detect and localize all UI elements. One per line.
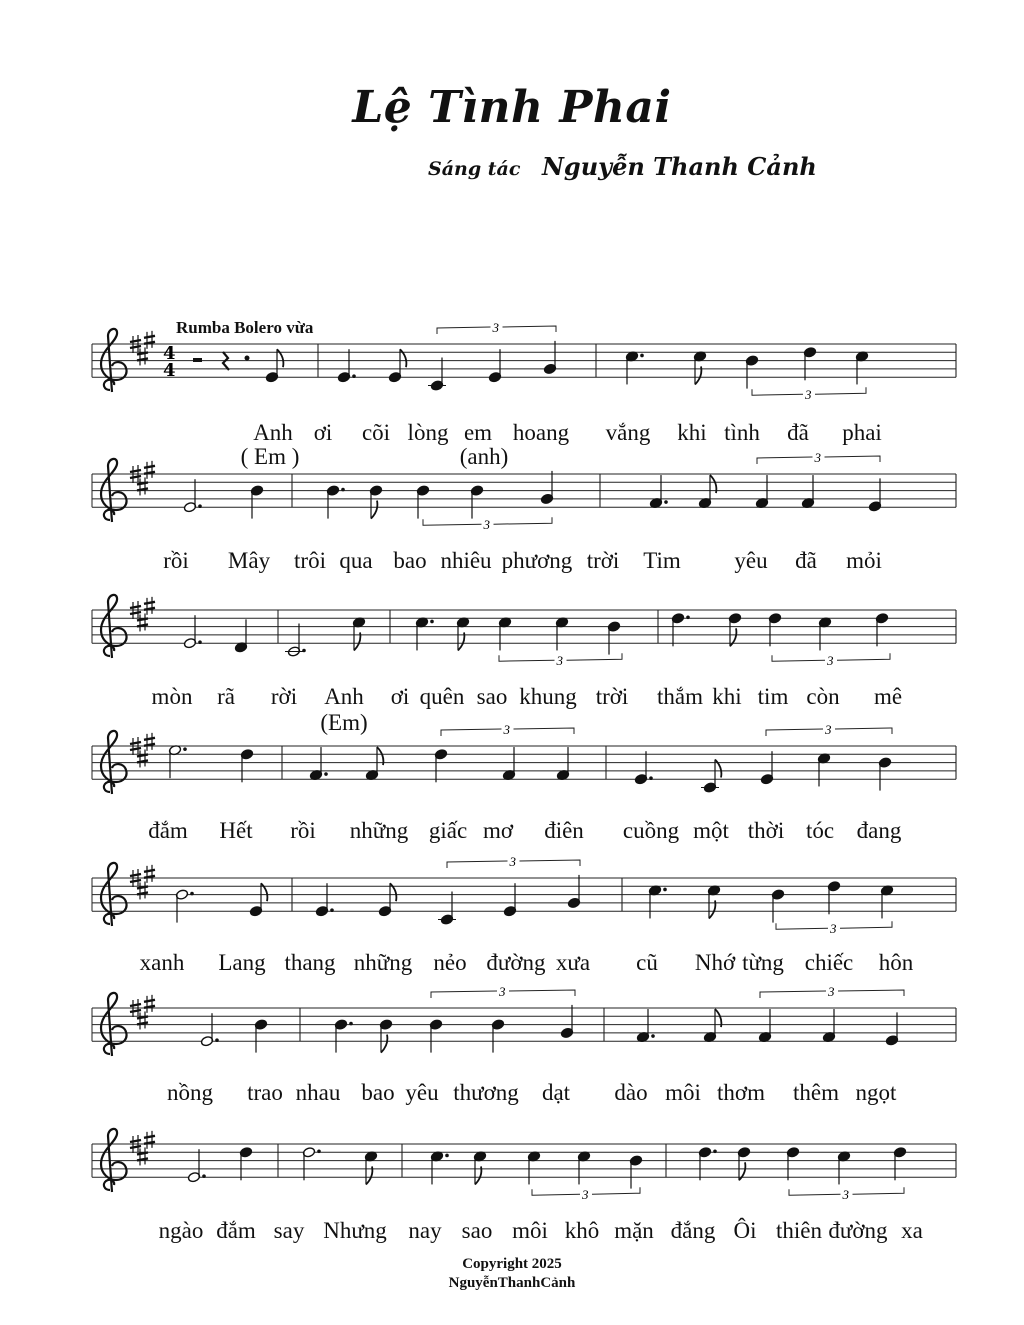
sharp-stroke (144, 1000, 155, 1002)
tuplet-number: 3 (503, 722, 510, 737)
copyright-author: NguyễnThanhCảnh (448, 1275, 576, 1291)
note (577, 1151, 590, 1185)
lyric-syllable: chiếc (804, 950, 854, 975)
note (556, 747, 569, 781)
dot (445, 1154, 449, 1158)
eighth-rest-icon (245, 356, 250, 361)
lyric-syllable: cũ (636, 950, 658, 975)
copyright-line: Copyright 2025 (462, 1256, 562, 1272)
note (707, 885, 720, 919)
note (560, 1005, 573, 1039)
tempo-marking: Rumba Bolero vừa (176, 318, 314, 337)
sharp-stroke (144, 738, 155, 740)
note (868, 478, 881, 512)
note (855, 351, 868, 385)
lyric-syllable: nhiêu (440, 548, 492, 573)
note (880, 885, 893, 919)
lyric-syllable: ngào (158, 1218, 204, 1243)
note (693, 351, 706, 385)
lyric-syllable: Hết (219, 818, 253, 843)
lyric-syllable: đường (828, 1218, 888, 1243)
lyric-syllable: đắm (148, 818, 188, 843)
lyric-syllable: phương (501, 548, 573, 573)
note (698, 1147, 716, 1181)
lyric-syllable: nay (408, 1218, 442, 1243)
tuplet-bracket (437, 320, 556, 335)
sharp-stroke (130, 1004, 141, 1006)
sharp-stroke (130, 748, 141, 750)
sharp-stroke (130, 476, 141, 478)
lyric-syllable: rã (217, 684, 235, 709)
note (265, 349, 283, 383)
sharp-icon (137, 477, 148, 495)
note (285, 624, 306, 658)
lyric-syllable: mơ (482, 818, 514, 843)
sharp-stroke (130, 1010, 141, 1012)
lyric-syllable: điên (544, 818, 584, 843)
dot (713, 1150, 717, 1154)
lyric-syllable: thang (284, 950, 336, 975)
dot (330, 908, 334, 912)
note (803, 347, 816, 381)
dot (198, 640, 202, 644)
sharp-stroke (130, 880, 141, 882)
note (801, 475, 814, 509)
note (337, 349, 355, 383)
note (625, 351, 643, 385)
note (416, 485, 429, 519)
note (634, 751, 652, 785)
note (503, 883, 516, 917)
copyright-block (0, 1255, 1024, 1293)
dot (349, 1022, 353, 1026)
tuplet-number: 3 (492, 320, 499, 335)
tuplet-number: 3 (556, 653, 563, 669)
note (498, 617, 511, 651)
note (456, 617, 469, 651)
chord-symbol: (anh) (459, 444, 509, 469)
note (378, 883, 396, 917)
note (701, 760, 721, 794)
dot (302, 649, 306, 653)
lyric-syllable: tóc (805, 818, 835, 843)
staff-system (92, 1129, 956, 1192)
lyric-syllable: mỏi (846, 548, 882, 573)
note (885, 1012, 898, 1046)
note (200, 1013, 218, 1047)
note (893, 1147, 906, 1181)
note (728, 613, 741, 647)
staff-system (92, 459, 956, 522)
lyric-syllable: quên (419, 684, 465, 709)
note (786, 1147, 799, 1181)
note (760, 751, 773, 785)
lyric-syllable: xanh (139, 950, 185, 975)
note (491, 1019, 504, 1053)
note (555, 617, 568, 651)
note (703, 1009, 721, 1043)
sharp-stroke (130, 874, 141, 876)
lyric-syllable: qua (339, 548, 373, 573)
lyric-syllable: khô (564, 1218, 600, 1243)
tuplet-bracket (752, 387, 866, 402)
lyric-syllable: Lang (218, 950, 266, 975)
lyric-syllable: tim (757, 684, 789, 709)
note (745, 355, 758, 389)
lyric-syllable: lòng (407, 420, 449, 445)
tuplet-number: 3 (825, 722, 832, 737)
note (429, 1019, 442, 1053)
note (352, 617, 365, 651)
lyric-syllable: thắm (657, 684, 703, 709)
note (249, 883, 267, 917)
note (415, 617, 433, 651)
note (817, 753, 830, 787)
lyric-syllable: đắng (670, 1218, 716, 1243)
note (379, 1019, 392, 1053)
lyric-syllable: những (353, 950, 413, 975)
lyric-syllable: cuồng (622, 818, 680, 843)
note (428, 358, 446, 392)
tuplet-bracket (499, 653, 622, 668)
chord-symbol: (Em) (320, 710, 368, 735)
note (254, 1019, 267, 1053)
composer-name: Nguyễn Thanh Cảnh (541, 152, 817, 181)
sharp-stroke (130, 606, 141, 608)
sharp-icon (144, 865, 155, 883)
time-signature-bottom: 4 (163, 360, 176, 381)
lyric-syllable: dạt (541, 1080, 571, 1105)
note (755, 475, 768, 509)
note (239, 1147, 252, 1181)
note (388, 349, 406, 383)
note (607, 621, 620, 655)
lyric-syllable: thêm (793, 1080, 839, 1105)
lyric-syllable: sao (476, 684, 508, 709)
dot (649, 776, 653, 780)
lyric-syllable: đã (795, 548, 817, 573)
note (878, 757, 891, 791)
lyric-syllable: rời (270, 684, 298, 709)
tuplet-bracket (776, 921, 892, 936)
lyric-syllable: giấc (428, 818, 468, 843)
note (470, 485, 483, 519)
note (240, 749, 253, 783)
note (771, 889, 784, 923)
lyric-syllable: mòn (151, 684, 193, 709)
lyric-syllable: thương (453, 1080, 519, 1105)
dot (651, 1034, 655, 1038)
note (649, 475, 667, 509)
lyric-syllable: rồi (163, 548, 189, 573)
lyric-syllable: khi (712, 684, 742, 709)
lyric-syllable: trời (586, 548, 620, 573)
lyric-syllable: yêu (405, 1080, 439, 1105)
lyric-syllable: phai (842, 420, 882, 445)
lyric-syllable: Anh (253, 420, 293, 445)
note (168, 744, 186, 778)
tuplet-number: 3 (814, 450, 821, 465)
sharp-stroke (130, 742, 141, 744)
sharp-stroke (144, 336, 155, 338)
sharp-stroke (130, 1140, 141, 1142)
lyric-syllable: bao (361, 1080, 395, 1105)
staff-system (92, 863, 956, 926)
dot (324, 772, 328, 776)
note (671, 613, 689, 647)
note (698, 475, 716, 509)
tuplet-bracket (766, 722, 892, 737)
sharp-icon (144, 995, 155, 1013)
sharp-stroke (144, 466, 155, 468)
note (364, 1151, 377, 1185)
sharp-icon (137, 749, 148, 767)
tuplet-bracket (772, 653, 890, 668)
lyric-syllable: em (463, 420, 493, 445)
note (369, 485, 382, 519)
note (567, 875, 580, 909)
lyric-syllable: trao (247, 1080, 283, 1105)
chord-symbol: ( Em ) (240, 444, 300, 469)
song-title: Lệ Tình Phai (352, 82, 672, 133)
lyric-syllable: đã (787, 420, 809, 445)
dot (664, 500, 668, 504)
flag (381, 1035, 387, 1053)
tuplet-number: 3 (842, 1187, 849, 1203)
lyric-syllable: trôi (294, 548, 326, 573)
dot (202, 1174, 206, 1178)
lyric-syllable: từng (742, 950, 784, 975)
note (473, 1151, 486, 1185)
note (648, 885, 666, 919)
tuplet-number: 3 (509, 854, 516, 869)
sharp-icon (137, 1011, 148, 1029)
note (540, 471, 553, 505)
note (502, 747, 515, 781)
lyric-syllable: đang (856, 818, 902, 843)
lyric-syllable: môi (665, 1080, 701, 1105)
lyric-syllable: hôn (878, 950, 914, 975)
lyric-syllable: thời (747, 818, 785, 843)
lyric-syllable: một (693, 818, 729, 843)
sharp-icon (137, 1147, 148, 1165)
note (758, 1009, 771, 1043)
lyric-syllable: dào (614, 1080, 648, 1105)
tuplet-number: 3 (828, 984, 835, 999)
sharp-stroke (130, 1146, 141, 1148)
staff-system (92, 329, 956, 392)
note (365, 747, 383, 781)
tuplet-bracket (441, 722, 574, 737)
tuplet-number: 3 (499, 984, 506, 999)
sharp-icon (137, 613, 148, 631)
tuplet-number: 3 (830, 921, 837, 937)
lyric-syllable: hoang (512, 420, 570, 445)
lyric-syllable: ngọt (855, 1080, 897, 1105)
tuplet-bracket (757, 450, 880, 465)
tuplet-bracket (789, 1187, 904, 1202)
lyric-syllable: đắm (216, 1218, 256, 1243)
lyric-syllable: ơi (390, 684, 410, 709)
lyric-syllable: Nhưng (323, 1218, 387, 1243)
staff-system (92, 993, 956, 1056)
lyric-syllable: ơi (313, 420, 333, 445)
sharp-icon (137, 347, 148, 365)
dot (183, 747, 187, 751)
note (488, 349, 501, 383)
dot (317, 1150, 321, 1154)
lyric-syllable: còn (806, 684, 840, 709)
lyric-syllable: nhau (295, 1080, 341, 1105)
lyric-syllable: sao (461, 1218, 493, 1243)
sharp-icon (144, 461, 155, 479)
lyric-syllable: yêu (734, 548, 768, 573)
note (543, 341, 556, 375)
flag (371, 501, 377, 519)
lyric-syllable: trời (595, 684, 629, 709)
lyric-syllable: cõi (361, 420, 391, 445)
staff-system (92, 595, 956, 658)
dot (663, 888, 667, 892)
note (434, 749, 447, 783)
lyric-syllable: đường (486, 950, 546, 975)
dot (430, 620, 434, 624)
time-signature-top: 4 (163, 343, 176, 364)
note (438, 892, 456, 926)
lyric-syllable: môi (512, 1218, 548, 1243)
dot (341, 488, 345, 492)
note (183, 479, 201, 513)
sharp-stroke (130, 612, 141, 614)
sharp-icon (144, 331, 155, 349)
note (250, 485, 263, 519)
lyric-syllable: thiên (776, 1218, 822, 1243)
composer-label: Sáng tác (428, 158, 521, 180)
sharp-stroke (130, 340, 141, 342)
lyric-syllable: Ôi (733, 1218, 757, 1243)
dot (686, 616, 690, 620)
note (527, 1151, 540, 1185)
note (175, 889, 193, 923)
note (326, 485, 344, 519)
half-rest-icon (193, 358, 202, 362)
note (636, 1009, 654, 1043)
sharp-stroke (144, 870, 155, 872)
note (430, 1151, 448, 1185)
tuplet-number: 3 (805, 387, 812, 403)
tuplet-number: 3 (483, 517, 490, 533)
lyric-syllable: rồi (290, 818, 316, 843)
lyric-syllable: Tim (643, 548, 681, 573)
lyric-syllable: Anh (324, 684, 364, 709)
dot (352, 374, 356, 378)
note (837, 1151, 850, 1185)
tuplet-bracket (447, 854, 580, 869)
dot (190, 892, 194, 896)
lyric-syllable: bao (393, 548, 427, 573)
note (183, 615, 201, 649)
tuplet-bracket (431, 984, 575, 999)
sharp-stroke (144, 1136, 155, 1138)
sharp-icon (137, 881, 148, 899)
sharp-icon (144, 1131, 155, 1149)
lyric-syllable: thơm (717, 1080, 765, 1105)
lyric-syllable: say (273, 1218, 305, 1243)
note (875, 613, 888, 647)
lyric-syllable: mặn (614, 1218, 654, 1243)
dot (640, 354, 644, 358)
sharp-stroke (130, 346, 141, 348)
lyric-syllable: khung (519, 684, 577, 709)
tuplet-bracket (423, 517, 552, 532)
lyric-syllable: nồng (167, 1080, 213, 1105)
lyric-syllable: vắng (605, 420, 651, 445)
lyric-syllable: những (349, 818, 409, 843)
lyric-syllable: xưa (555, 950, 591, 975)
lyric-syllable: khi (677, 420, 707, 445)
note (768, 613, 781, 647)
dot (215, 1038, 219, 1042)
note (629, 1155, 642, 1189)
sharp-stroke (130, 470, 141, 472)
note (822, 1009, 835, 1043)
note (827, 881, 840, 915)
lyric-syllable: Mây (227, 548, 271, 573)
lyric-syllable: xa (901, 1218, 923, 1243)
tuplet-number: 3 (827, 653, 834, 669)
tuplet-number: 3 (582, 1187, 589, 1203)
lyric-syllable: mê (873, 684, 903, 709)
note (737, 1147, 750, 1181)
tuplet-bracket (532, 1187, 640, 1202)
lyric-syllable: Nhớ (694, 950, 736, 975)
dot (198, 504, 202, 508)
note (315, 883, 333, 917)
staff-system (92, 731, 956, 794)
sharp-stroke (144, 602, 155, 604)
sharp-icon (144, 597, 155, 615)
note (818, 617, 831, 651)
note (334, 1019, 352, 1053)
note (234, 619, 247, 653)
note (309, 747, 327, 781)
lyric-syllable: tình (724, 420, 760, 445)
lyric-syllable: nẻo (433, 950, 467, 975)
note (187, 1149, 205, 1183)
note (302, 1147, 320, 1181)
sharp-icon (144, 733, 155, 751)
tuplet-bracket (760, 984, 904, 999)
